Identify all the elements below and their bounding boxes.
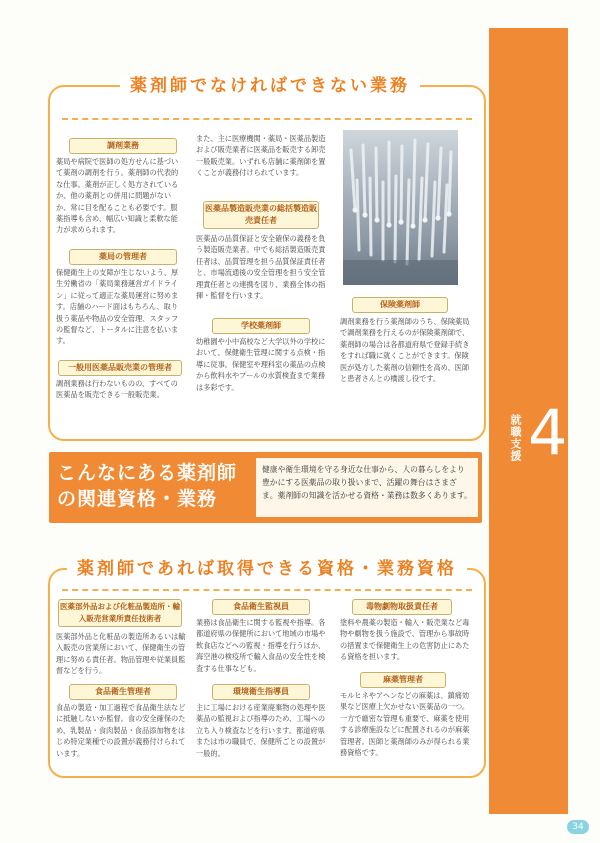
label-dispensing: 調剤業務 — [69, 138, 177, 154]
text-quasi-drug-manager: 医薬部外品と化粧品の製造所あるいは輸入販売の営業所において、保健衛生の管理に努める責任者。物品管理や従業員監督などを行う。 — [56, 632, 186, 676]
test-tubes-illustration — [343, 130, 458, 285]
text-otc-manager: 調剤業務は行わないものの、すべての医薬品を販売できる一般販売業。 — [56, 379, 178, 400]
label-narcotics-manager: 麻薬管理者 — [360, 672, 446, 688]
text-school-pharmacist: 幼稚園や小中高校など大学以外の学校において、保健衛生管理に関する点検・指導に従事。保健室や理科室の薬品の点検から飲料水やプールの水質検査まで業務は多彩です。 — [196, 337, 326, 392]
text-poison-handler: 塗料や農薬の製造・輸入・販売業など毒物や劇物を扱う施設で、管理から事故時の措置まで保健衛生上の危害防止にあたる資格を担います。 — [340, 618, 470, 662]
related-qualifications-banner — [49, 452, 482, 523]
banner-title-line-1: こんなにある薬剤師 — [57, 462, 238, 484]
text-food-hygiene-manager: 食品の製造・加工過程で食品衛生法などに抵触しないか監督。食の安全確保のため、乳製品・食肉製品・食品添加物をはじめ特定業種での設置が義務付けられています。 — [56, 703, 186, 758]
text-pharmacy-manager: 保健衛生上の支障が生じないよう、厚生労働省の「薬局業務運営ガイドライン」に従って適正な薬局運営に努めます。店舗のハード面はもちろん、取り扱う薬品や物品の安全管理、スタッフの監督など、トータルに注意を払います。 — [56, 268, 179, 346]
text-environmental-instructor: 主に工場における産業廃棄物の処理や医薬品の監視および指導のため、工場への立ち入り検査などを行います。都道府県または市の職員で、保健所ごとの設置が一般的。 — [196, 703, 326, 758]
label-pharmacy-manager: 薬局の管理者 — [69, 249, 177, 265]
banner-title — [57, 460, 237, 512]
label-environmental-instructor: 環境衛生指導員 — [212, 684, 310, 700]
text-food-inspector: 業務は食品衛生に関する監視や指導。各都道府県の保健所において地域の市場や飲食店などへの監視・指導を行うほか、海空港の検疫所で輸入食品の安全性を検査する仕事なども。 — [196, 618, 326, 673]
text-narcotics-manager: モルヒネやアヘンなどの麻薬は、鎮痛効果など医療上欠かせない医薬品の一つ。一方で厳密な管理も重要で、麻薬を使用する診療施設などに配置されるのが麻薬管理者。医師と薬剤師のみが得られる業務資格です。 — [340, 691, 470, 758]
divider — [62, 589, 472, 591]
section-tab-label: 就職支援 — [509, 414, 522, 462]
test-tubes-photo — [343, 130, 458, 285]
text-manufacturing-chief: 医薬品の品質保証と安全確保の義務を負う製造販売業者。中でも総括製造販売責任者は、品質管理を担う品質保証責任者と、市場流通後の安全管理を担う安全管理責任者との連携を図り、業務全体の指揮・監督を行います。 — [196, 234, 326, 301]
section-qualifications-title: 薬剤師であれば取得できる資格・業務資格 — [67, 560, 467, 578]
section-pharmacist-only-title: 薬剤師でなければできない業務 — [120, 77, 420, 95]
label-food-hygiene-manager: 食品衛生管理者 — [69, 684, 177, 700]
label-otc-manager: 一般用医薬品販売業の管理者 — [58, 360, 182, 376]
label-insurance-pharmacist: 保険薬剤師 — [352, 297, 448, 313]
label-school-pharmacist: 学校薬剤師 — [212, 318, 310, 334]
text-wholesale: また、主に医療機関・薬局・医薬品製造および販売業者に医薬品を販売する卸売一般販売業。いずれも店舗に薬剤師を置くことが義務付けられています。 — [196, 134, 326, 178]
banner-title-line-2: の関連資格・業務 — [57, 488, 218, 510]
page-number: 34 — [567, 820, 589, 834]
label-quasi-drug-manager: 医薬部外品および化粧品製造所・輸入販売営業所責任技術者 — [58, 599, 182, 627]
text-insurance-pharmacist: 調剤業務を行う薬剤師のうち、保険薬局で調剤業務を行えるのが保険薬剤師で、薬剤師の場合は各都道府県で登録手続きをすれば職に就くことができます。保険医が処方した薬剤の信頼性を高め、医師と患者さんとの橋渡し役です。 — [340, 317, 470, 384]
label-manufacturing-chief: 医薬品製造販売業の総括製造販売責任者 — [203, 201, 319, 229]
banner-description: 健康や衛生環境を守る身近な仕事から、人の暮らしをより豊かにする医薬品の取り扱いまで、活躍の舞台はさまざま。薬剤師の知識を活かせる資格・業務は数多くあります。 — [256, 458, 478, 517]
label-food-inspector: 食品衛生監視員 — [212, 599, 310, 615]
label-poison-handler: 毒物劇物取扱責任者 — [352, 599, 452, 615]
divider — [62, 118, 472, 120]
text-dispensing: 薬局や病院で医師の処方せんに基づいて薬剤の調剤を行う。薬剤師の代表的な仕事。薬剤が正しく処方されているか、他の薬剤との併用に問題がないか、常に目を配ることも必要です。服薬指導も含め、幅広い知識と柔軟な能力が求められます。 — [56, 157, 179, 235]
section-tab-number: 4 — [528, 396, 568, 469]
